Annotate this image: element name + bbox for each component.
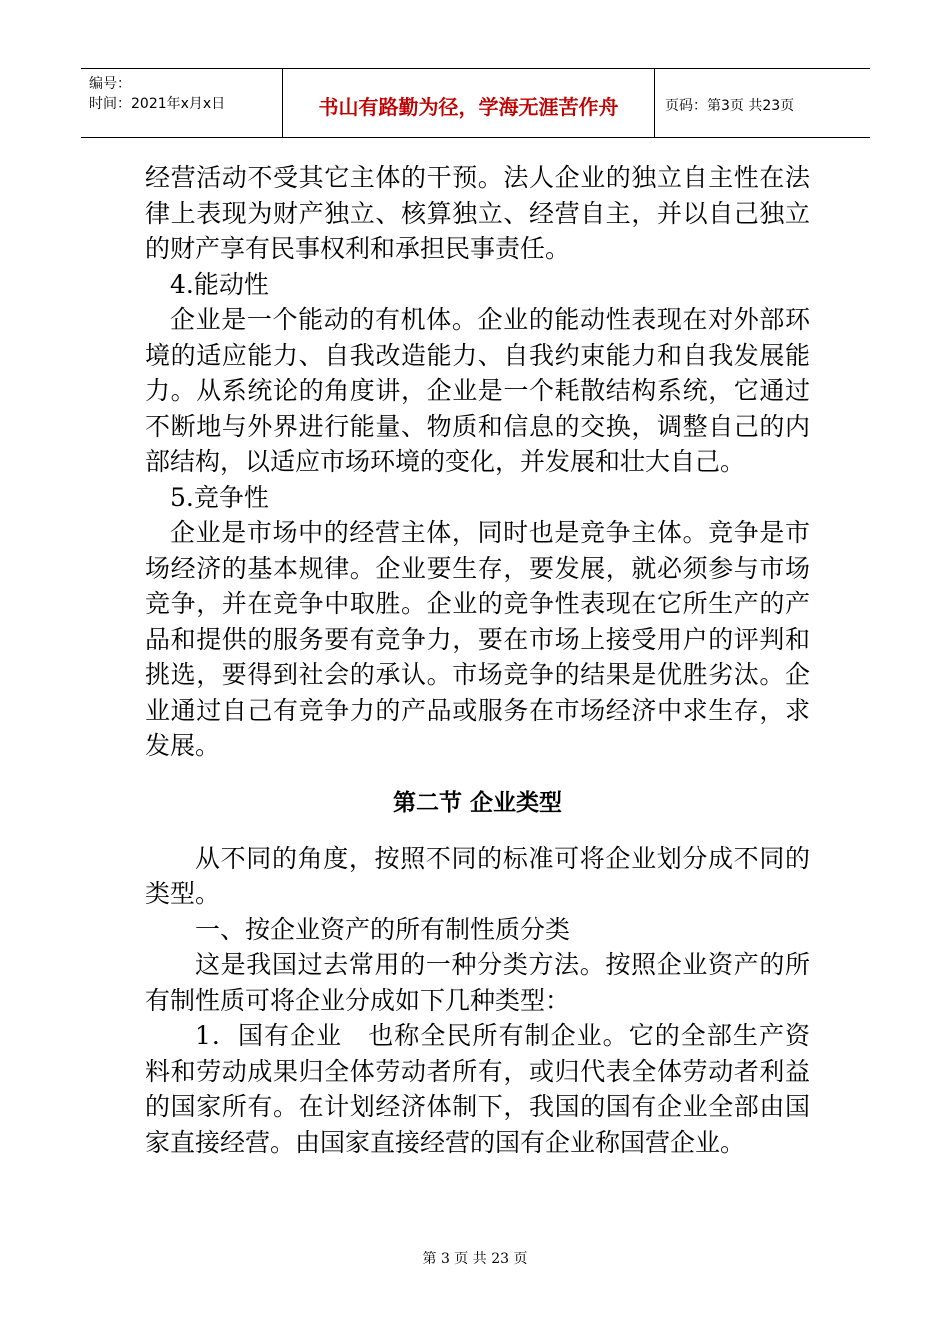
header-meta-cell bbox=[81, 69, 283, 137]
date-line: 时间：2021年x月x日 bbox=[89, 96, 226, 112]
paragraph: 这是我国过去常用的一种分类方法。按照企业资产的所有制性质可将企业分成如下几种类型： bbox=[145, 950, 810, 1015]
page-info: 页码：第3页 共23页 bbox=[665, 98, 795, 114]
heading-5: 5.竞争性 bbox=[170, 482, 269, 512]
paragraph: 1．国有企业 也称全民所有制企业。它的全部生产资料和劳动成果归全体劳动者所有，或归代表全体劳动者利益的国家所有。在计划经济体制下，我国的国有企业全部由国家直接经营。由国家直接经营的国有企业称国营企业。 bbox=[145, 1021, 810, 1157]
header-page-cell bbox=[655, 69, 870, 137]
paragraph: 从不同的角度，按照不同的标准可将企业划分成不同的类型。 bbox=[145, 843, 810, 908]
header-motto-cell bbox=[283, 69, 655, 137]
paragraph: 企业是市场中的经营主体，同时也是竞争主体。竞争是市场经济的基本规律。企业要生存，要发展，就必须参与市场竞争，并在竞争中取胜。企业的竞争性表现在它所生产的产品和提供的服务要有竞争力，要在市场上接受用户的评判和挑选，要得到社会的承认。市场竞争的结果是优胜劣汰。企业通过自己有竞争力的产品或服务在市场经济中求生存，求发展。 bbox=[145, 518, 810, 760]
subheading: 一、按企业资产的所有制性质分类 bbox=[195, 914, 571, 944]
heading-4: 4.能动性 bbox=[170, 269, 269, 299]
section-title: 第二节 企业类型 bbox=[392, 789, 562, 816]
document-body bbox=[145, 160, 810, 1160]
page-footer: 第 3 页 共 23 页 bbox=[422, 1251, 528, 1267]
motto: 书山有路勤为径，学海无涯苦作舟 bbox=[318, 95, 619, 119]
code-label: 编号： bbox=[89, 76, 131, 92]
page-header bbox=[81, 68, 870, 138]
paragraph: 企业是一个能动的有机体。企业的能动性表现在对外部环境的适应能力、自我改造能力、自我约束能力和自我发展能力。从系统论的角度讲，企业是一个耗散结构系统，它通过不断地与外界进行能量、物质和信息的交换，调整自己的内部结构，以适应市场环境的变化，并发展和壮大自己。 bbox=[145, 305, 810, 476]
paragraph: 经营活动不受其它主体的干预。法人企业的独立自主性在法律上表现为财产独立、核算独立、经营自主，并以自己独立的财产享有民事权利和承担民事责任。 bbox=[145, 163, 810, 263]
